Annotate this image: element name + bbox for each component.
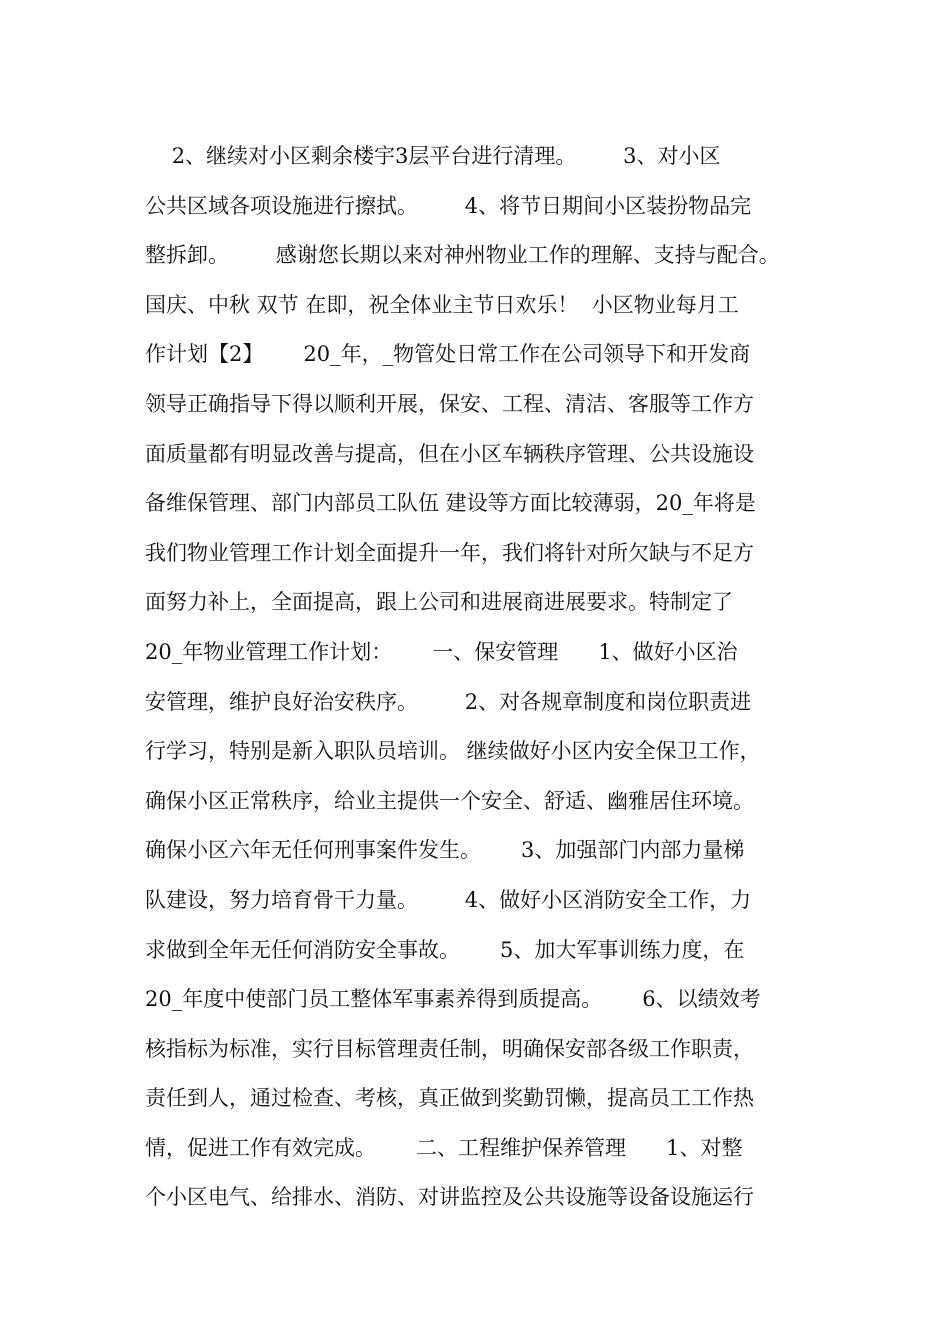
text-line: 国庆、中秋 双节 在即，祝全体业主节日欢乐！ 小区物业每月工 (145, 292, 739, 317)
text-line: 我们物业管理工作计划全面提升一年，我们将针对所欠缺与不足方 (145, 540, 754, 565)
text-line: 行学习，特别是新入职队员培训。 继续做好小区内安全保卫工作， (145, 739, 761, 764)
text-line: 确保小区六年无任何刑事案件发生。 3、加强部门内部力量梯 (145, 838, 745, 863)
text-line: 个小区电气、给排水、消防、对讲监控及公共设施等设备设施运行 (145, 1185, 754, 1210)
document-body (145, 132, 825, 1223)
text-line: 责任到人，通过检查、考核，真正做到奖勤罚懒，提高员工工作热 (145, 1086, 754, 1111)
text-line: 面质量都有明显改善与提高，但在小区车辆秩序管理、公共设施设 (145, 441, 754, 466)
text-line: 核指标为标准，实行目标管理责任制，明确保安部各级工作职责， (145, 1036, 754, 1061)
text-line: 20_年物业管理工作计划： 一、保安管理 1、做好小区治 (145, 639, 738, 664)
text-line: 情，促进工作有效完成。 二、工程维护保养管理 1、对整 (145, 1135, 743, 1160)
text-line: 公共区域各项设施进行擦拭。 4、将节日期间小区装扮物品完 (145, 193, 752, 218)
text-line: 确保小区正常秩序，给业主提供一个安全、舒适、幽雅居住环境。 (145, 788, 754, 813)
text-line: 面努力补上，全面提高，跟上公司和进展商进展要求。特制定了 (145, 590, 733, 615)
text-line: 2、继续对小区剩余楼宇3层平台进行清理。 3、对小区 (145, 144, 721, 168)
text-line: 20_年度中使部门员工整体军事素养得到质提高。 6、以绩效考 (145, 987, 761, 1012)
text-line: 队建设，努力培育骨干力量。 4、做好小区消防安全工作，力 (145, 887, 752, 912)
text-line: 求做到全年无任何消防安全事故。 5、加大军事训练力度，在 (145, 937, 745, 962)
text-line: 领导正确指导下得以顺利开展，保安、工程、清洁、客服等工作方 (145, 391, 754, 416)
text-line: 安管理，维护良好治安秩序。 2、对各规章制度和岗位职责进 (145, 689, 752, 714)
text-line: 备维保管理、部门内部员工队伍 建设等方面比较薄弱，20_年将是 (145, 491, 756, 516)
text-line: 作计划【2】 20_年，_物管处日常工作在公司领导下和开发商 (145, 342, 751, 367)
text-line: 整拆卸。 感谢您长期以来对神州物业工作的理解、支持与配合。 (145, 243, 780, 268)
